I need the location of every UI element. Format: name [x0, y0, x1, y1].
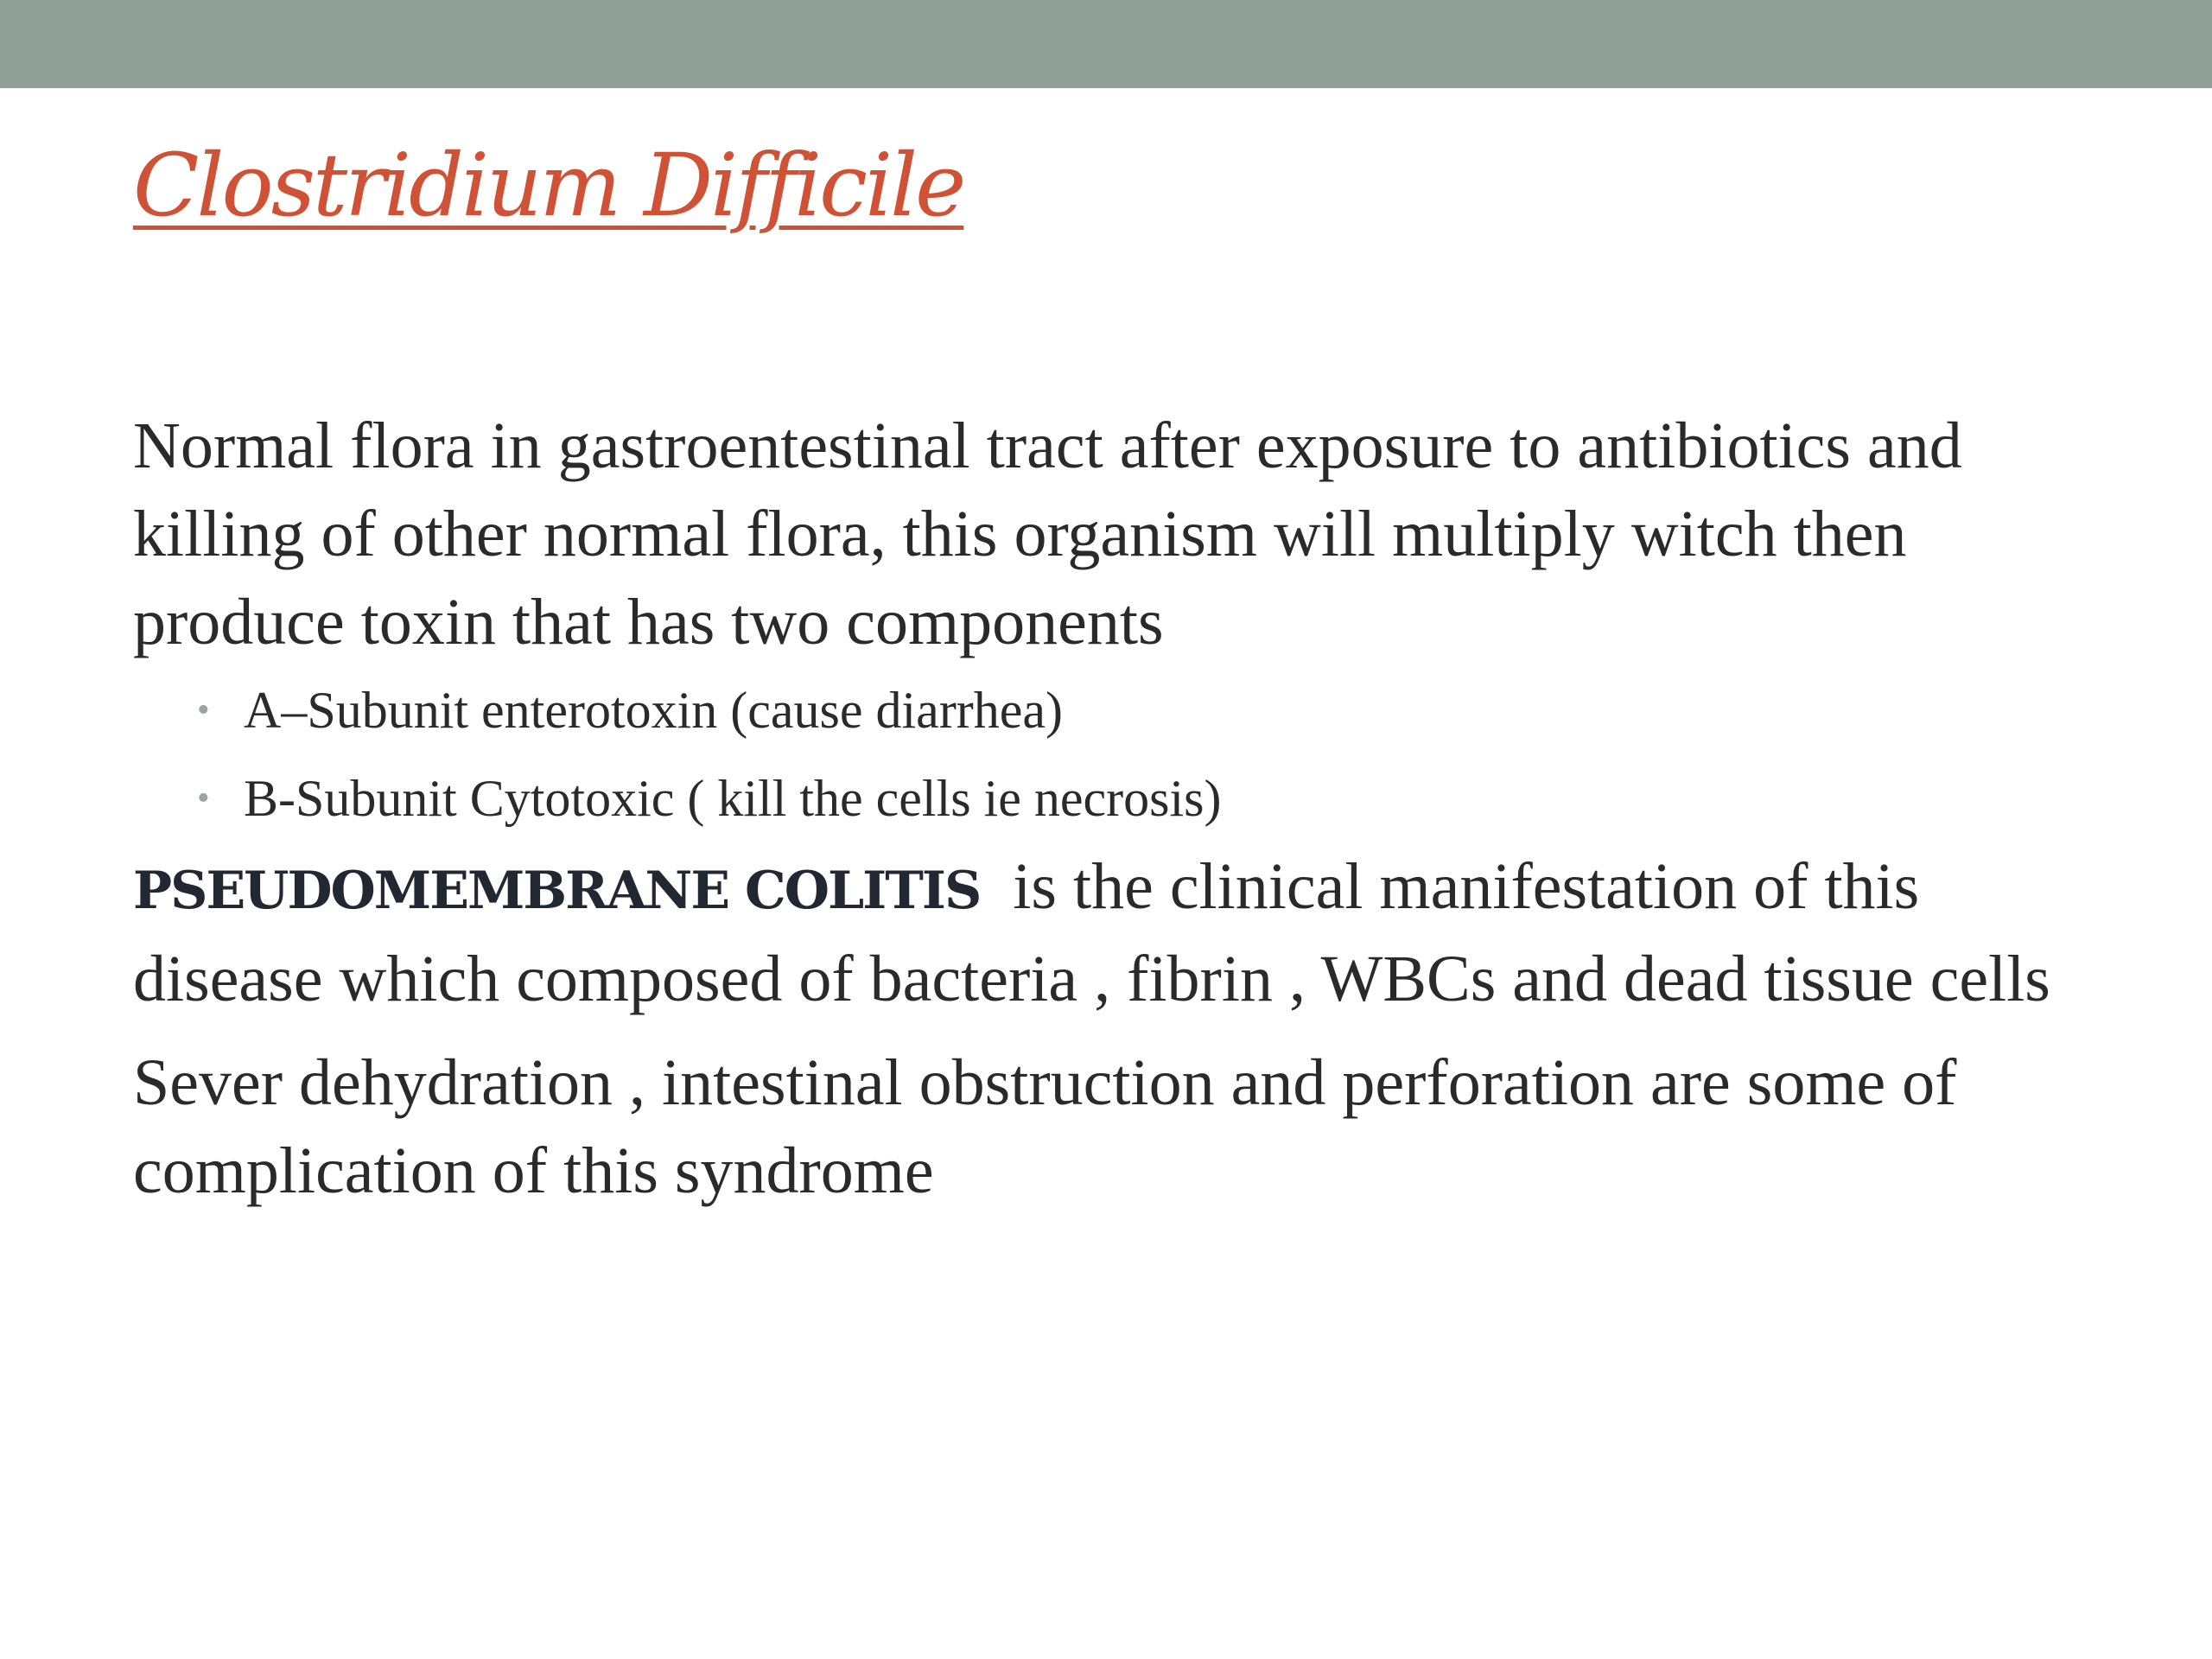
pseudomembrane-paragraph: [133, 842, 2120, 1023]
list-item: [197, 666, 2120, 754]
intro-paragraph: Normal flora in gastroentestinal tract after exposure to antibiotics and killing of other normal flora, this organism will multiply witch then produce toxin that has two components: [133, 410, 1962, 658]
slide-title: Clostridium Difficile: [133, 135, 964, 236]
bullet-text: A–Subunit enterotoxin (cause diarrhea): [244, 682, 1064, 739]
list-item: [197, 754, 2120, 842]
toxin-components-list: [133, 666, 2120, 842]
complication-paragraph: Sever dehydration , intestinal obstruction and perforation are some of complication of this syndrome: [133, 1046, 1957, 1207]
bullet-text: B-Subunit Cytotoxic ( kill the cells ie necrosis): [244, 770, 1222, 827]
bullet-marker: •: [197, 779, 210, 818]
pseudomembrane-description: is the clinical manifestation of this disease which composed of bacteria , fibrin , WBCs and dead tissue cells: [133, 850, 2050, 1015]
bullet-marker: •: [197, 690, 210, 730]
slide-body: [133, 402, 2120, 1215]
pseudomembrane-heading: PSEUDOMEMBRANE COLITIS: [133, 861, 981, 921]
top-band: [0, 0, 2212, 88]
